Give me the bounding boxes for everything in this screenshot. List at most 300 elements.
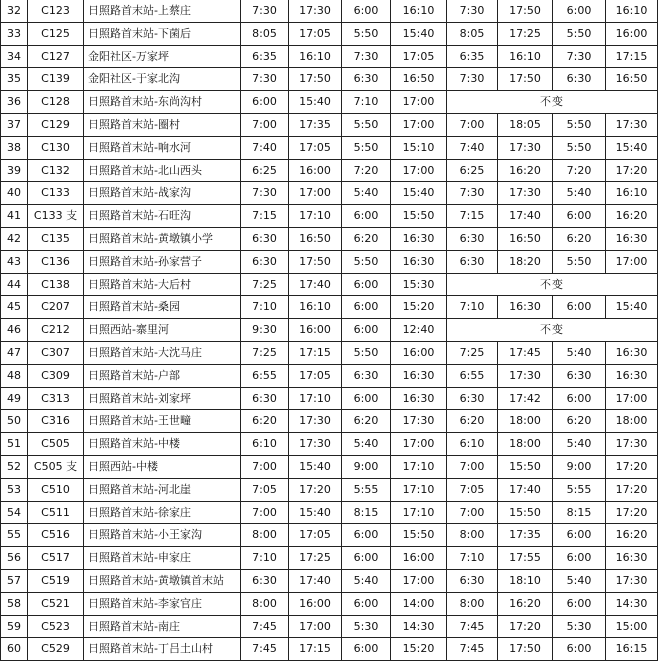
row-number-cell: 59: [1, 615, 28, 638]
route-name-cell: 日照路首末站-南庄: [84, 615, 241, 638]
route-name-cell: 日照路首末站-石旺沟: [84, 205, 241, 228]
time-cell: 16:10: [289, 45, 342, 68]
time-cell: 17:20: [606, 478, 658, 501]
time-cell: 7:00: [447, 113, 498, 136]
table-row: [1, 91, 658, 114]
route-name-cell: 日照路首末站-响水河: [84, 136, 241, 159]
table-row: [1, 615, 658, 638]
time-cell: 6:00: [553, 638, 606, 661]
route-name-cell: 日照路首末站-圈村: [84, 113, 241, 136]
time-cell: 17:50: [289, 68, 342, 91]
route-code-cell: C207: [28, 296, 84, 319]
time-cell: 17:50: [498, 638, 553, 661]
time-cell: 6:30: [342, 68, 391, 91]
row-number-cell: 49: [1, 387, 28, 410]
time-cell: 15:40: [289, 455, 342, 478]
time-cell: 6:30: [447, 227, 498, 250]
time-cell: 6:00: [241, 91, 289, 114]
time-cell: 6:20: [553, 410, 606, 433]
row-number-cell: 48: [1, 364, 28, 387]
table-row: [1, 547, 658, 570]
row-number-cell: 35: [1, 68, 28, 91]
time-cell: 16:00: [289, 159, 342, 182]
time-cell: 8:05: [241, 22, 289, 45]
time-cell: 17:30: [606, 113, 658, 136]
time-cell: 5:50: [553, 22, 606, 45]
time-cell: 7:45: [241, 638, 289, 661]
route-name-cell: 日照路首末站-黄墩镇首末站: [84, 569, 241, 592]
row-number-cell: 36: [1, 91, 28, 114]
time-cell: 16:30: [391, 387, 447, 410]
time-cell: 18:20: [498, 250, 553, 273]
time-cell: 15:40: [289, 91, 342, 114]
time-cell: 7:15: [241, 205, 289, 228]
route-code-cell: C136: [28, 250, 84, 273]
route-code-cell: C133: [28, 182, 84, 205]
time-cell: 5:40: [342, 433, 391, 456]
route-name-cell: 日照路首末站-丁吕土山村: [84, 638, 241, 661]
time-cell: 7:30: [342, 45, 391, 68]
time-cell: 17:30: [289, 433, 342, 456]
time-cell: 6:20: [342, 227, 391, 250]
time-cell: 6:00: [342, 524, 391, 547]
time-cell: 7:30: [447, 68, 498, 91]
route-code-cell: C212: [28, 319, 84, 342]
time-cell: 15:50: [498, 455, 553, 478]
time-cell: 6:00: [553, 524, 606, 547]
time-cell: 7:10: [241, 547, 289, 570]
time-cell: 5:40: [342, 182, 391, 205]
time-cell: 5:50: [342, 250, 391, 273]
time-cell: 15:50: [391, 205, 447, 228]
route-name-cell: 日照路首末站-李家官庄: [84, 592, 241, 615]
time-cell: 14:30: [606, 592, 658, 615]
time-cell: 15:30: [391, 273, 447, 296]
table-row: [1, 227, 658, 250]
table-row: [1, 273, 658, 296]
route-name-cell: 金阳社区-万家坪: [84, 45, 241, 68]
time-cell: 6:00: [553, 296, 606, 319]
time-cell: 17:15: [289, 638, 342, 661]
time-cell: 18:00: [498, 433, 553, 456]
time-cell: 6:20: [342, 410, 391, 433]
time-cell: 6:00: [553, 0, 606, 22]
table-row: [1, 250, 658, 273]
table-row: [1, 159, 658, 182]
time-cell: 7:30: [447, 0, 498, 22]
route-code-cell: C529: [28, 638, 84, 661]
time-cell: 6:00: [342, 319, 391, 342]
route-code-cell: C125: [28, 22, 84, 45]
time-cell: 17:50: [289, 250, 342, 273]
route-code-cell: C129: [28, 113, 84, 136]
unchanged-note-cell: 不变: [447, 273, 658, 296]
time-cell: 7:45: [241, 615, 289, 638]
time-cell: 16:10: [606, 182, 658, 205]
table-body: [1, 0, 658, 661]
route-code-cell: C128: [28, 91, 84, 114]
time-cell: 17:40: [498, 205, 553, 228]
time-cell: 17:35: [289, 113, 342, 136]
time-cell: 8:00: [447, 592, 498, 615]
row-number-cell: 57: [1, 569, 28, 592]
time-cell: 17:45: [498, 341, 553, 364]
time-cell: 17:10: [391, 501, 447, 524]
time-cell: 6:10: [447, 433, 498, 456]
route-code-cell: C135: [28, 227, 84, 250]
time-cell: 17:10: [289, 205, 342, 228]
time-cell: 7:40: [447, 136, 498, 159]
time-cell: 7:30: [241, 182, 289, 205]
time-cell: 7:00: [241, 501, 289, 524]
table-row: [1, 68, 658, 91]
table-row: [1, 364, 658, 387]
route-code-cell: C505: [28, 433, 84, 456]
time-cell: 15:40: [391, 182, 447, 205]
time-cell: 7:00: [447, 455, 498, 478]
time-cell: 5:40: [553, 433, 606, 456]
time-cell: 18:10: [498, 569, 553, 592]
row-number-cell: 32: [1, 0, 28, 22]
time-cell: 6:00: [553, 205, 606, 228]
row-number-cell: 52: [1, 455, 28, 478]
time-cell: 17:00: [606, 250, 658, 273]
route-code-cell: C139: [28, 68, 84, 91]
table-row: [1, 22, 658, 45]
row-number-cell: 39: [1, 159, 28, 182]
time-cell: 6:25: [447, 159, 498, 182]
route-name-cell: 日照路首末站-桑园: [84, 296, 241, 319]
route-code-cell: C505 支: [28, 455, 84, 478]
time-cell: 16:20: [498, 592, 553, 615]
time-cell: 15:40: [606, 296, 658, 319]
time-cell: 17:15: [289, 341, 342, 364]
time-cell: 17:00: [391, 433, 447, 456]
time-cell: 6:00: [342, 387, 391, 410]
row-number-cell: 40: [1, 182, 28, 205]
time-cell: 16:15: [606, 638, 658, 661]
time-cell: 17:10: [391, 478, 447, 501]
route-name-cell: 金阳社区-于家北沟: [84, 68, 241, 91]
row-number-cell: 34: [1, 45, 28, 68]
row-number-cell: 43: [1, 250, 28, 273]
time-cell: 16:30: [606, 547, 658, 570]
time-cell: 6:00: [342, 547, 391, 570]
table-row: [1, 638, 658, 661]
row-number-cell: 47: [1, 341, 28, 364]
route-code-cell: C510: [28, 478, 84, 501]
route-name-cell: 日照路首末站-下菌后: [84, 22, 241, 45]
time-cell: 5:50: [553, 113, 606, 136]
time-cell: 17:55: [498, 547, 553, 570]
table-row: [1, 433, 658, 456]
row-number-cell: 51: [1, 433, 28, 456]
row-number-cell: 53: [1, 478, 28, 501]
time-cell: 17:00: [289, 615, 342, 638]
time-cell: 17:05: [391, 45, 447, 68]
time-cell: 16:30: [498, 296, 553, 319]
time-cell: 6:10: [241, 433, 289, 456]
time-cell: 17:20: [606, 501, 658, 524]
time-cell: 7:10: [447, 547, 498, 570]
route-name-cell: 日照路首末站-大后村: [84, 273, 241, 296]
time-cell: 9:30: [241, 319, 289, 342]
time-cell: 7:25: [241, 273, 289, 296]
table-row: [1, 205, 658, 228]
route-name-cell: 日照路首末站-上蔡庄: [84, 0, 241, 22]
time-cell: 6:30: [447, 569, 498, 592]
time-cell: 17:25: [498, 22, 553, 45]
unchanged-note-cell: 不变: [447, 319, 658, 342]
time-cell: 7:10: [241, 296, 289, 319]
time-cell: 16:00: [289, 592, 342, 615]
time-cell: 15:50: [498, 501, 553, 524]
route-code-cell: C523: [28, 615, 84, 638]
row-number-cell: 41: [1, 205, 28, 228]
time-cell: 9:00: [553, 455, 606, 478]
time-cell: 16:00: [391, 547, 447, 570]
time-cell: 17:05: [289, 524, 342, 547]
time-cell: 5:50: [342, 136, 391, 159]
time-cell: 5:40: [342, 569, 391, 592]
time-cell: 17:05: [289, 136, 342, 159]
table-row: [1, 319, 658, 342]
route-name-cell: 日照路首末站-大沈马庄: [84, 341, 241, 364]
time-cell: 16:30: [391, 227, 447, 250]
time-cell: 6:00: [342, 296, 391, 319]
time-cell: 17:30: [606, 569, 658, 592]
table-row: [1, 524, 658, 547]
time-cell: 8:00: [241, 524, 289, 547]
time-cell: 6:00: [553, 592, 606, 615]
route-name-cell: 日照路首末站-东尚沟村: [84, 91, 241, 114]
time-cell: 17:20: [606, 159, 658, 182]
row-number-cell: 56: [1, 547, 28, 570]
time-cell: 17:15: [606, 45, 658, 68]
time-cell: 6:00: [342, 638, 391, 661]
time-cell: 16:30: [606, 364, 658, 387]
time-cell: 17:30: [498, 182, 553, 205]
time-cell: 15:40: [289, 501, 342, 524]
route-name-cell: 日照路首末站-战家沟: [84, 182, 241, 205]
time-cell: 16:50: [391, 68, 447, 91]
time-cell: 17:00: [391, 159, 447, 182]
time-cell: 16:30: [391, 364, 447, 387]
time-cell: 16:20: [606, 524, 658, 547]
time-cell: 15:20: [391, 296, 447, 319]
row-number-cell: 46: [1, 319, 28, 342]
time-cell: 16:00: [606, 22, 658, 45]
time-cell: 6:55: [447, 364, 498, 387]
time-cell: 9:00: [342, 455, 391, 478]
time-cell: 6:30: [241, 227, 289, 250]
time-cell: 17:25: [289, 547, 342, 570]
time-cell: 7:05: [447, 478, 498, 501]
time-cell: 17:20: [498, 615, 553, 638]
route-name-cell: 日照路首末站-河北崖: [84, 478, 241, 501]
route-code-cell: C123: [28, 0, 84, 22]
time-cell: 16:10: [498, 45, 553, 68]
row-number-cell: 44: [1, 273, 28, 296]
time-cell: 7:30: [241, 68, 289, 91]
time-cell: 6:20: [553, 227, 606, 250]
row-number-cell: 45: [1, 296, 28, 319]
time-cell: 7:20: [553, 159, 606, 182]
time-cell: 6:30: [241, 569, 289, 592]
unchanged-note-cell: 不变: [447, 91, 658, 114]
time-cell: 7:25: [241, 341, 289, 364]
time-cell: 17:30: [498, 364, 553, 387]
time-cell: 17:00: [289, 182, 342, 205]
route-name-cell: 日照西站-寨里河: [84, 319, 241, 342]
time-cell: 7:15: [447, 205, 498, 228]
time-cell: 15:50: [391, 524, 447, 547]
time-cell: 16:10: [391, 0, 447, 22]
time-cell: 7:45: [447, 638, 498, 661]
time-cell: 7:20: [342, 159, 391, 182]
route-code-cell: C517: [28, 547, 84, 570]
row-number-cell: 38: [1, 136, 28, 159]
route-code-cell: C132: [28, 159, 84, 182]
time-cell: 17:30: [289, 410, 342, 433]
time-cell: 6:00: [553, 387, 606, 410]
route-code-cell: C309: [28, 364, 84, 387]
row-number-cell: 37: [1, 113, 28, 136]
time-cell: 17:00: [391, 113, 447, 136]
time-cell: 17:35: [498, 524, 553, 547]
table-row: [1, 569, 658, 592]
table-row: [1, 113, 658, 136]
time-cell: 15:00: [606, 615, 658, 638]
table-row: [1, 182, 658, 205]
time-cell: 5:30: [553, 615, 606, 638]
time-cell: 15:40: [391, 22, 447, 45]
table-row: [1, 0, 658, 22]
time-cell: 18:00: [498, 410, 553, 433]
time-cell: 16:30: [391, 250, 447, 273]
time-cell: 6:00: [553, 547, 606, 570]
time-cell: 17:50: [498, 0, 553, 22]
time-cell: 6:00: [342, 592, 391, 615]
time-cell: 6:30: [342, 364, 391, 387]
time-cell: 17:10: [391, 455, 447, 478]
time-cell: 8:15: [342, 501, 391, 524]
time-cell: 18:00: [606, 410, 658, 433]
time-cell: 7:30: [447, 182, 498, 205]
route-code-cell: C138: [28, 273, 84, 296]
time-cell: 8:15: [553, 501, 606, 524]
time-cell: 17:20: [606, 455, 658, 478]
time-cell: 5:50: [342, 113, 391, 136]
time-cell: 7:25: [447, 341, 498, 364]
time-cell: 17:30: [606, 433, 658, 456]
time-cell: 17:30: [289, 0, 342, 22]
time-cell: 17:40: [289, 569, 342, 592]
table-row: [1, 455, 658, 478]
time-cell: 16:30: [606, 341, 658, 364]
time-cell: 17:30: [391, 410, 447, 433]
time-cell: 6:35: [447, 45, 498, 68]
route-name-cell: 日照路首末站-徐家庄: [84, 501, 241, 524]
time-cell: 6:00: [342, 0, 391, 22]
route-code-cell: C519: [28, 569, 84, 592]
time-cell: 6:25: [241, 159, 289, 182]
route-code-cell: C127: [28, 45, 84, 68]
time-cell: 14:00: [391, 592, 447, 615]
row-number-cell: 50: [1, 410, 28, 433]
table-row: [1, 136, 658, 159]
row-number-cell: 54: [1, 501, 28, 524]
time-cell: 17:50: [498, 68, 553, 91]
table-row: [1, 296, 658, 319]
time-cell: 6:30: [447, 387, 498, 410]
time-cell: 7:00: [241, 113, 289, 136]
time-cell: 15:20: [391, 638, 447, 661]
row-number-cell: 60: [1, 638, 28, 661]
time-cell: 14:30: [391, 615, 447, 638]
time-cell: 6:30: [241, 250, 289, 273]
time-cell: 6:30: [553, 364, 606, 387]
time-cell: 5:40: [553, 341, 606, 364]
route-code-cell: C316: [28, 410, 84, 433]
route-code-cell: C521: [28, 592, 84, 615]
time-cell: 16:50: [289, 227, 342, 250]
time-cell: 17:10: [289, 387, 342, 410]
route-name-cell: 日照路首末站-户部: [84, 364, 241, 387]
route-name-cell: 日照路首末站-小王家沟: [84, 524, 241, 547]
time-cell: 5:55: [342, 478, 391, 501]
time-cell: 17:30: [498, 136, 553, 159]
row-number-cell: 58: [1, 592, 28, 615]
time-cell: 7:00: [447, 501, 498, 524]
route-code-cell: C130: [28, 136, 84, 159]
table-row: [1, 341, 658, 364]
route-name-cell: 日照路首末站-北山西头: [84, 159, 241, 182]
time-cell: 5:50: [553, 136, 606, 159]
time-cell: 8:00: [241, 592, 289, 615]
route-name-cell: 日照路首末站-黄墩镇小学: [84, 227, 241, 250]
table-row: [1, 45, 658, 68]
time-cell: 17:40: [289, 273, 342, 296]
time-cell: 6:00: [342, 273, 391, 296]
table-row: [1, 410, 658, 433]
route-name-cell: 日照西站-中楼: [84, 455, 241, 478]
time-cell: 5:50: [553, 250, 606, 273]
time-cell: 6:35: [241, 45, 289, 68]
time-cell: 5:40: [553, 182, 606, 205]
time-cell: 5:40: [553, 569, 606, 592]
route-code-cell: C133 支: [28, 205, 84, 228]
table-row: [1, 501, 658, 524]
time-cell: 7:30: [553, 45, 606, 68]
route-code-cell: C511: [28, 501, 84, 524]
row-number-cell: 33: [1, 22, 28, 45]
time-cell: 16:10: [289, 296, 342, 319]
time-cell: 15:10: [391, 136, 447, 159]
time-cell: 17:00: [391, 569, 447, 592]
row-number-cell: 42: [1, 227, 28, 250]
time-cell: 17:42: [498, 387, 553, 410]
time-cell: 16:50: [606, 68, 658, 91]
time-cell: 5:50: [342, 341, 391, 364]
route-name-cell: 日照路首末站-王世疃: [84, 410, 241, 433]
route-code-cell: C516: [28, 524, 84, 547]
time-cell: 16:10: [606, 0, 658, 22]
time-cell: 7:40: [241, 136, 289, 159]
time-cell: 18:05: [498, 113, 553, 136]
time-cell: 16:00: [391, 341, 447, 364]
time-cell: 6:20: [241, 410, 289, 433]
